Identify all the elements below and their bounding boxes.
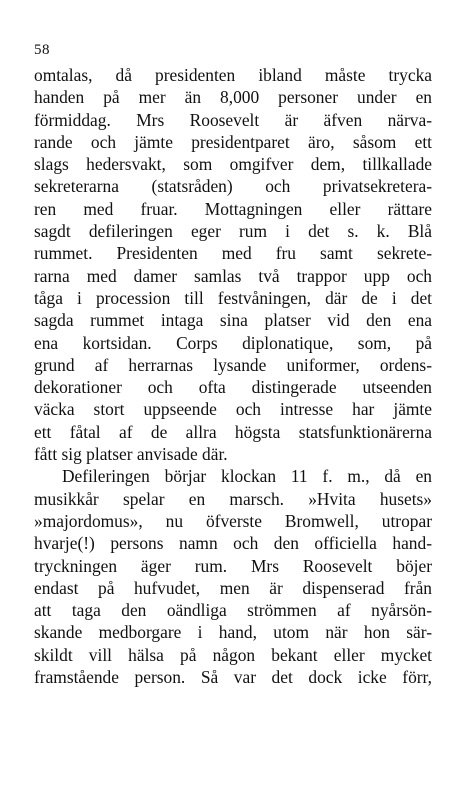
text-line: förmiddag. Mrs Roosevelt är äfven närva- [34, 109, 432, 130]
text-line: musikkår spelar en marsch. »Hvita husets» [34, 488, 432, 509]
text-line: ena kortsidan. Corps diplonatique, som, på [34, 332, 432, 353]
text-line: väcka stort uppseende och intresse har jämte [34, 399, 432, 420]
text-line: handen på mer än 8,000 personer under en [34, 87, 432, 108]
text-line: dekorationer och ofta distingerade utseenden [34, 377, 432, 398]
text-line: ett fåtal af de allra högsta statsfunktionärerna [34, 421, 432, 442]
text-line: sagdt defileringen eger rum i det s. k. Blå [34, 221, 432, 242]
text-line: hvarje(!) persons namn och den officiella hand- [34, 533, 432, 554]
text-line: ren med fruar. Mottagningen eller rättare [34, 198, 432, 219]
text-line: rarna med damer samlas två trappor upp och [34, 265, 432, 286]
text-line: rande och jämte presidentparet äro, såsom ett [34, 131, 432, 152]
text-line: »majordomus», nu öfverste Bromwell, utropar [34, 510, 432, 531]
text-line: rummet. Presidenten med fru samt sekrete- [34, 243, 432, 264]
text-line: fått sig platser anvisade där. [34, 444, 228, 465]
text-line: Defileringen börjar klockan 11 f. m., då en [62, 466, 432, 487]
text-line: skande medborgare i hand, utom när hon sär- [34, 622, 432, 643]
text-line: grund af herrarnas lysande uniformer, ordens- [34, 354, 432, 375]
text-line: endast på hufvudet, men är dispenserad från [34, 577, 432, 598]
page-number: 58 [34, 42, 50, 58]
text-line: omtalas, då presidenten ibland måste trycka [34, 65, 432, 85]
text-line: framstående person. Så var det dock icke förr, [34, 667, 432, 688]
text-line: att taga den oändliga strömmen af nyårsön- [34, 600, 432, 621]
text-line: tåga i procession till festvåningen, där de i det [34, 287, 432, 308]
text-line: skildt vill hälsa på någon bekant eller mycket [34, 644, 432, 665]
body-text [34, 64, 432, 688]
text-line: slags hedersvakt, som omgifver dem, tillkallade [34, 154, 432, 175]
text-line: sekreterarna (statsråden) och privatsekretera- [34, 176, 432, 197]
text-line: sagda rummet intaga sina platser vid den ena [34, 310, 432, 331]
text-line: tryckningen äger rum. Mrs Roosevelt böjer [34, 555, 432, 576]
